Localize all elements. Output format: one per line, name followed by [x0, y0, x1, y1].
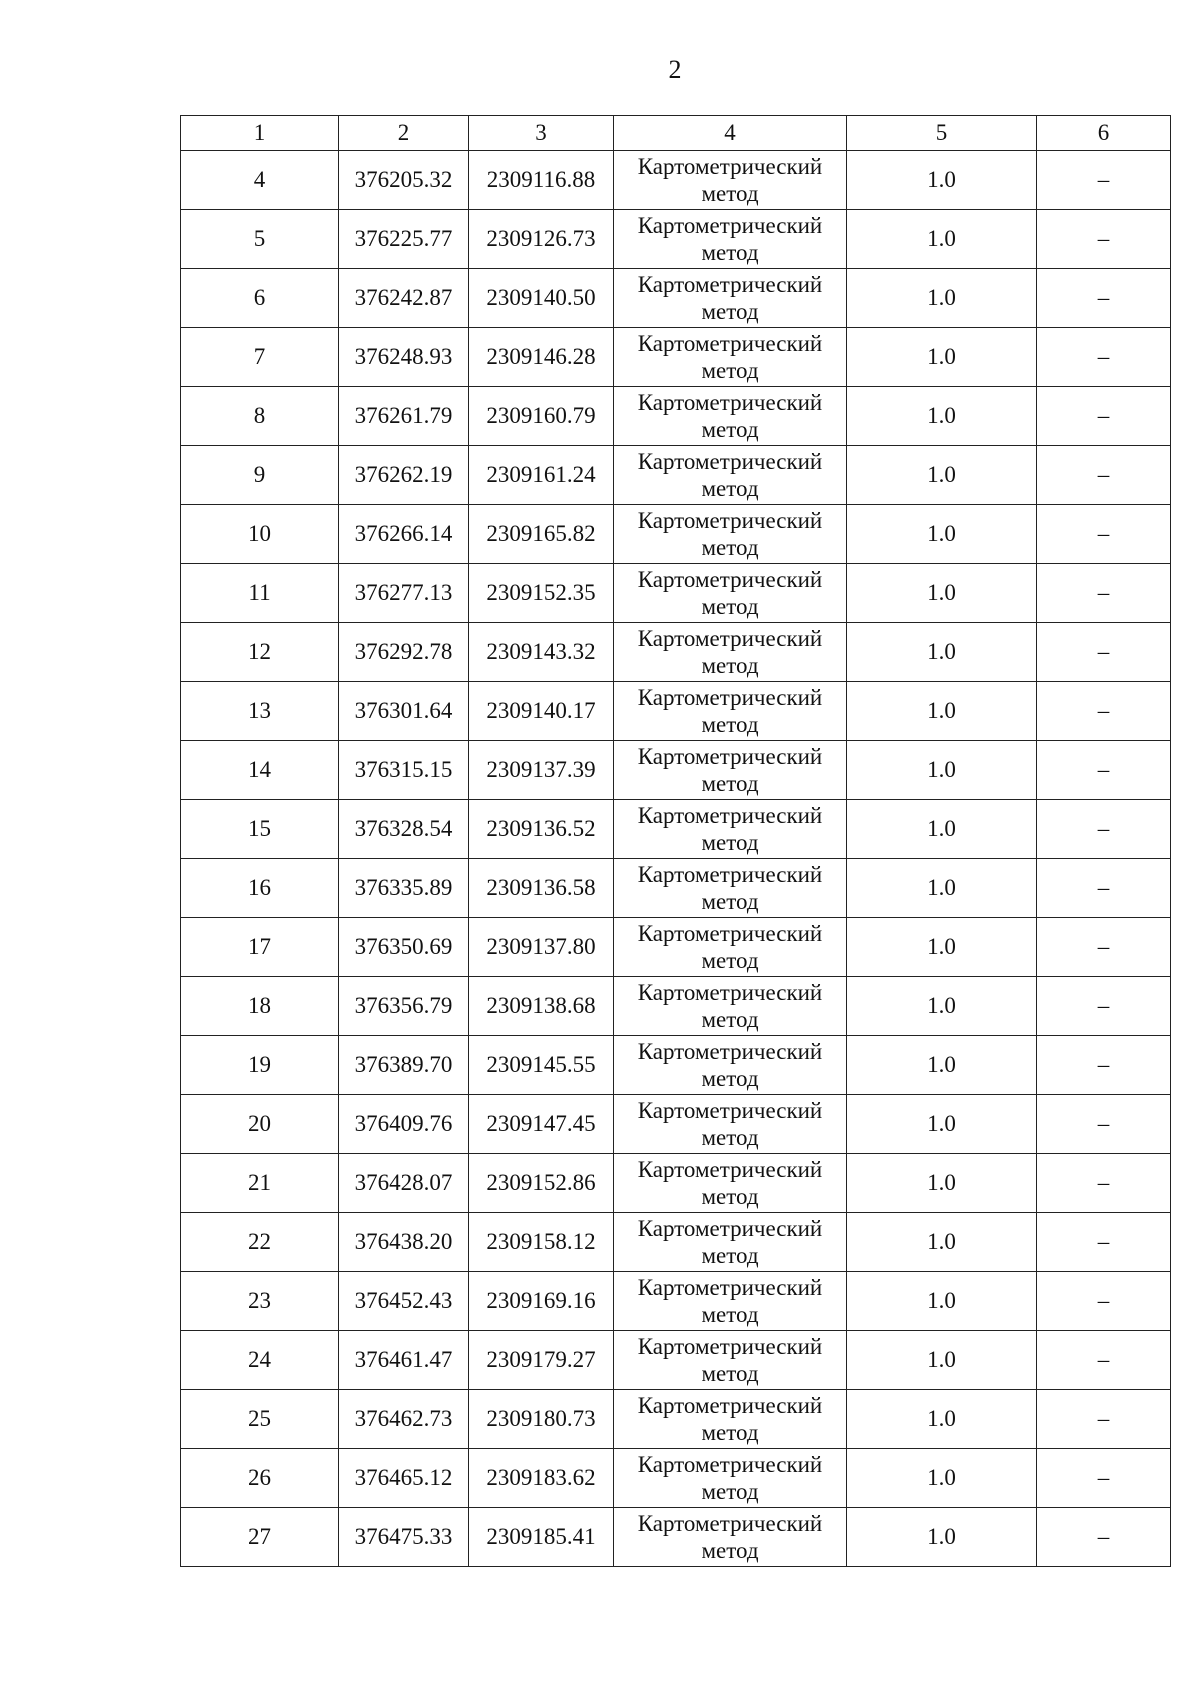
note-cell: –: [1037, 387, 1171, 446]
y-coordinate-cell: 2309140.50: [469, 269, 614, 328]
point-number-cell: 12: [181, 623, 339, 682]
point-number-cell: 11: [181, 564, 339, 623]
method-text: Картометрический: [637, 626, 823, 651]
y-coordinate-cell: 2309169.16: [469, 1272, 614, 1331]
table-row: [181, 1154, 1171, 1213]
x-coordinate-cell: 376328.54: [339, 800, 469, 859]
note-cell: –: [1037, 1331, 1171, 1390]
note-cell: –: [1037, 800, 1171, 859]
method-text: метод: [701, 181, 759, 206]
method-text: Картометрический: [637, 213, 823, 238]
point-number-cell: 25: [181, 1390, 339, 1449]
table-header-row: [181, 116, 1171, 151]
table-row: [181, 623, 1171, 682]
accuracy-cell: 1.0: [847, 1213, 1037, 1272]
accuracy-cell: 1.0: [847, 210, 1037, 269]
y-coordinate-cell: 2309146.28: [469, 328, 614, 387]
note-cell: –: [1037, 328, 1171, 387]
table-row: [181, 977, 1171, 1036]
method-cell: [614, 446, 847, 505]
method-text: метод: [701, 1007, 759, 1032]
point-number-cell: 8: [181, 387, 339, 446]
column-header: 5: [847, 116, 1037, 151]
method-text: Картометрический: [637, 1334, 823, 1359]
method-text: метод: [701, 1538, 759, 1563]
x-coordinate-cell: 376409.76: [339, 1095, 469, 1154]
method-text: Картометрический: [637, 1157, 823, 1182]
accuracy-cell: 1.0: [847, 977, 1037, 1036]
point-number-cell: 10: [181, 505, 339, 564]
point-number-cell: 19: [181, 1036, 339, 1095]
point-number-cell: 7: [181, 328, 339, 387]
method-text: метод: [701, 1243, 759, 1268]
x-coordinate-cell: 376242.87: [339, 269, 469, 328]
note-cell: –: [1037, 1390, 1171, 1449]
note-cell: –: [1037, 210, 1171, 269]
method-cell: [614, 682, 847, 741]
accuracy-cell: 1.0: [847, 1390, 1037, 1449]
method-text: метод: [701, 889, 759, 914]
method-text: Картометрический: [637, 1039, 823, 1064]
method-text: метод: [701, 1361, 759, 1386]
y-coordinate-cell: 2309160.79: [469, 387, 614, 446]
table-row: [181, 741, 1171, 800]
method-text: Картометрический: [637, 862, 823, 887]
point-number-cell: 17: [181, 918, 339, 977]
point-number-cell: 23: [181, 1272, 339, 1331]
table-row: [181, 505, 1171, 564]
table-row: [181, 800, 1171, 859]
method-cell: [614, 1390, 847, 1449]
point-number-cell: 21: [181, 1154, 339, 1213]
method-cell: [614, 269, 847, 328]
x-coordinate-cell: 376461.47: [339, 1331, 469, 1390]
y-coordinate-cell: 2309185.41: [469, 1508, 614, 1567]
method-cell: [614, 1331, 847, 1390]
method-text: Картометрический: [637, 1275, 823, 1300]
x-coordinate-cell: 376261.79: [339, 387, 469, 446]
y-coordinate-cell: 2309147.45: [469, 1095, 614, 1154]
y-coordinate-cell: 2309137.39: [469, 741, 614, 800]
method-cell: [614, 918, 847, 977]
method-cell: [614, 1095, 847, 1154]
note-cell: –: [1037, 741, 1171, 800]
note-cell: –: [1037, 1272, 1171, 1331]
table-row: [181, 1390, 1171, 1449]
method-text: Картометрический: [637, 449, 823, 474]
method-cell: [614, 328, 847, 387]
method-cell: [614, 387, 847, 446]
point-number-cell: 18: [181, 977, 339, 1036]
note-cell: –: [1037, 1213, 1171, 1272]
method-cell: [614, 741, 847, 800]
x-coordinate-cell: 376350.69: [339, 918, 469, 977]
table-row: [181, 1095, 1171, 1154]
point-number-cell: 14: [181, 741, 339, 800]
x-coordinate-cell: 376335.89: [339, 859, 469, 918]
method-text: метод: [701, 712, 759, 737]
note-cell: –: [1037, 977, 1171, 1036]
method-cell: [614, 505, 847, 564]
note-cell: –: [1037, 151, 1171, 210]
point-number-cell: 16: [181, 859, 339, 918]
point-number-cell: 4: [181, 151, 339, 210]
point-number-cell: 27: [181, 1508, 339, 1567]
x-coordinate-cell: 376262.19: [339, 446, 469, 505]
x-coordinate-cell: 376277.13: [339, 564, 469, 623]
y-coordinate-cell: 2309116.88: [469, 151, 614, 210]
accuracy-cell: 1.0: [847, 1449, 1037, 1508]
column-header: 6: [1037, 116, 1171, 151]
method-text: Картометрический: [637, 921, 823, 946]
table-row: [181, 682, 1171, 741]
y-coordinate-cell: 2309152.86: [469, 1154, 614, 1213]
y-coordinate-cell: 2309136.52: [469, 800, 614, 859]
table-row: [181, 328, 1171, 387]
method-text: метод: [701, 771, 759, 796]
table-row: [181, 1508, 1171, 1567]
y-coordinate-cell: 2309183.62: [469, 1449, 614, 1508]
note-cell: –: [1037, 1036, 1171, 1095]
note-cell: –: [1037, 623, 1171, 682]
column-header: 3: [469, 116, 614, 151]
accuracy-cell: 1.0: [847, 151, 1037, 210]
method-text: метод: [701, 1479, 759, 1504]
method-cell: [614, 859, 847, 918]
x-coordinate-cell: 376248.93: [339, 328, 469, 387]
accuracy-cell: 1.0: [847, 741, 1037, 800]
method-text: Картометрический: [637, 390, 823, 415]
accuracy-cell: 1.0: [847, 1331, 1037, 1390]
x-coordinate-cell: 376301.64: [339, 682, 469, 741]
y-coordinate-cell: 2309145.55: [469, 1036, 614, 1095]
method-cell: [614, 800, 847, 859]
note-cell: –: [1037, 859, 1171, 918]
table-row: [181, 1449, 1171, 1508]
x-coordinate-cell: 376438.20: [339, 1213, 469, 1272]
point-number-cell: 5: [181, 210, 339, 269]
x-coordinate-cell: 376428.07: [339, 1154, 469, 1213]
x-coordinate-cell: 376465.12: [339, 1449, 469, 1508]
method-cell: [614, 1036, 847, 1095]
method-text: метод: [701, 417, 759, 442]
x-coordinate-cell: 376462.73: [339, 1390, 469, 1449]
y-coordinate-cell: 2309158.12: [469, 1213, 614, 1272]
note-cell: –: [1037, 505, 1171, 564]
method-text: метод: [701, 1066, 759, 1091]
column-header: 4: [614, 116, 847, 151]
method-cell: [614, 1213, 847, 1272]
note-cell: –: [1037, 269, 1171, 328]
method-text: метод: [701, 240, 759, 265]
method-text: Картометрический: [637, 154, 823, 179]
x-coordinate-cell: 376475.33: [339, 1508, 469, 1567]
point-number-cell: 6: [181, 269, 339, 328]
x-coordinate-cell: 376315.15: [339, 741, 469, 800]
x-coordinate-cell: 376205.32: [339, 151, 469, 210]
method-text: метод: [701, 1302, 759, 1327]
accuracy-cell: 1.0: [847, 328, 1037, 387]
point-number-cell: 15: [181, 800, 339, 859]
column-header: 2: [339, 116, 469, 151]
method-text: Картометрический: [637, 331, 823, 356]
accuracy-cell: 1.0: [847, 800, 1037, 859]
method-text: метод: [701, 594, 759, 619]
method-cell: [614, 977, 847, 1036]
x-coordinate-cell: 376292.78: [339, 623, 469, 682]
accuracy-cell: 1.0: [847, 682, 1037, 741]
method-text: метод: [701, 358, 759, 383]
y-coordinate-cell: 2309126.73: [469, 210, 614, 269]
y-coordinate-cell: 2309161.24: [469, 446, 614, 505]
column-header: 1: [181, 116, 339, 151]
method-text: метод: [701, 948, 759, 973]
x-coordinate-cell: 376356.79: [339, 977, 469, 1036]
x-coordinate-cell: 376389.70: [339, 1036, 469, 1095]
note-cell: –: [1037, 1154, 1171, 1213]
y-coordinate-cell: 2309136.58: [469, 859, 614, 918]
accuracy-cell: 1.0: [847, 1272, 1037, 1331]
method-text: Картометрический: [637, 508, 823, 533]
method-text: Картометрический: [637, 567, 823, 592]
point-number-cell: 9: [181, 446, 339, 505]
method-cell: [614, 1449, 847, 1508]
accuracy-cell: 1.0: [847, 1508, 1037, 1567]
table-row: [181, 210, 1171, 269]
y-coordinate-cell: 2309152.35: [469, 564, 614, 623]
point-number-cell: 26: [181, 1449, 339, 1508]
accuracy-cell: 1.0: [847, 446, 1037, 505]
method-cell: [614, 151, 847, 210]
coordinates-table: [180, 115, 1171, 1567]
y-coordinate-cell: 2309140.17: [469, 682, 614, 741]
method-text: метод: [701, 299, 759, 324]
method-cell: [614, 1508, 847, 1567]
method-text: Картометрический: [637, 980, 823, 1005]
y-coordinate-cell: 2309179.27: [469, 1331, 614, 1390]
table-row: [181, 1213, 1171, 1272]
note-cell: –: [1037, 682, 1171, 741]
method-text: метод: [701, 535, 759, 560]
table-row: [181, 859, 1171, 918]
table-row: [181, 1331, 1171, 1390]
note-cell: –: [1037, 1508, 1171, 1567]
note-cell: –: [1037, 564, 1171, 623]
method-cell: [614, 1154, 847, 1213]
method-text: метод: [701, 653, 759, 678]
accuracy-cell: 1.0: [847, 564, 1037, 623]
y-coordinate-cell: 2309143.32: [469, 623, 614, 682]
method-text: Картометрический: [637, 1511, 823, 1536]
x-coordinate-cell: 376452.43: [339, 1272, 469, 1331]
accuracy-cell: 1.0: [847, 918, 1037, 977]
point-number-cell: 22: [181, 1213, 339, 1272]
x-coordinate-cell: 376266.14: [339, 505, 469, 564]
method-text: Картометрический: [637, 744, 823, 769]
method-text: Картометрический: [637, 1216, 823, 1241]
accuracy-cell: 1.0: [847, 387, 1037, 446]
method-text: метод: [701, 1420, 759, 1445]
table-row: [181, 1036, 1171, 1095]
y-coordinate-cell: 2309138.68: [469, 977, 614, 1036]
note-cell: –: [1037, 446, 1171, 505]
accuracy-cell: 1.0: [847, 269, 1037, 328]
y-coordinate-cell: 2309165.82: [469, 505, 614, 564]
table-row: [181, 564, 1171, 623]
method-text: Картометрический: [637, 1098, 823, 1123]
x-coordinate-cell: 376225.77: [339, 210, 469, 269]
table-row: [181, 918, 1171, 977]
method-cell: [614, 210, 847, 269]
method-text: Картометрический: [637, 1393, 823, 1418]
point-number-cell: 13: [181, 682, 339, 741]
point-number-cell: 24: [181, 1331, 339, 1390]
point-number-cell: 20: [181, 1095, 339, 1154]
note-cell: –: [1037, 1449, 1171, 1508]
note-cell: –: [1037, 918, 1171, 977]
method-text: Картометрический: [637, 803, 823, 828]
method-text: метод: [701, 1125, 759, 1150]
table-row: [181, 1272, 1171, 1331]
accuracy-cell: 1.0: [847, 859, 1037, 918]
table-row: [181, 269, 1171, 328]
method-text: Картометрический: [637, 1452, 823, 1477]
accuracy-cell: 1.0: [847, 505, 1037, 564]
accuracy-cell: 1.0: [847, 1036, 1037, 1095]
method-cell: [614, 564, 847, 623]
y-coordinate-cell: 2309180.73: [469, 1390, 614, 1449]
table-row: [181, 151, 1171, 210]
page-number: 2: [668, 55, 682, 84]
note-cell: –: [1037, 1095, 1171, 1154]
y-coordinate-cell: 2309137.80: [469, 918, 614, 977]
method-cell: [614, 623, 847, 682]
method-text: метод: [701, 830, 759, 855]
method-text: метод: [701, 476, 759, 501]
accuracy-cell: 1.0: [847, 1154, 1037, 1213]
method-text: метод: [701, 1184, 759, 1209]
table-row: [181, 387, 1171, 446]
method-cell: [614, 1272, 847, 1331]
accuracy-cell: 1.0: [847, 1095, 1037, 1154]
table-row: [181, 446, 1171, 505]
method-text: Картометрический: [637, 272, 823, 297]
accuracy-cell: 1.0: [847, 623, 1037, 682]
method-text: Картометрический: [637, 685, 823, 710]
